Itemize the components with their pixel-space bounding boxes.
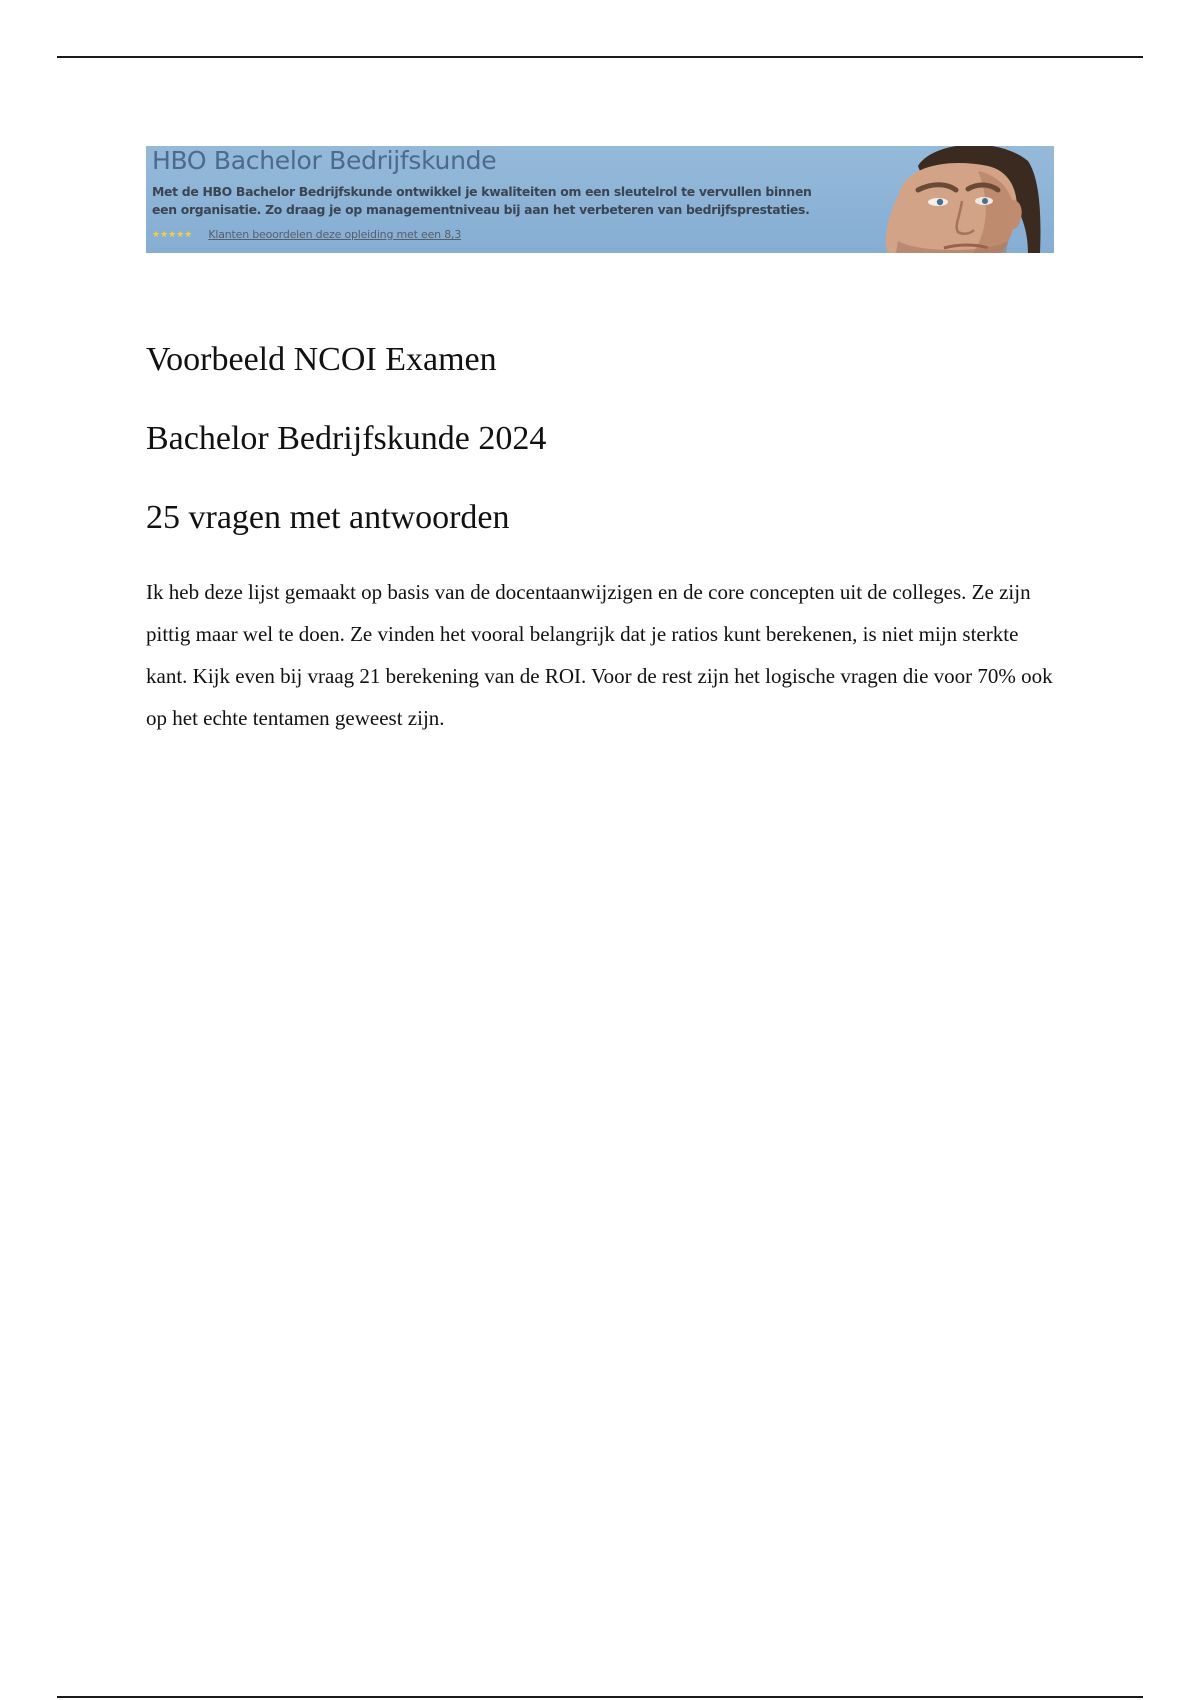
banner-rating	[152, 228, 461, 241]
banner-description: Met de HBO Bachelor Bedrijfskunde ontwikkel je kwaliteiten om een sleutelrol te vervullen binnen een organisatie. Zo draag je op managementniveau bij aan het verbeteren van bedrijfsprestaties.	[152, 184, 812, 217]
document-subtitle: Bachelor Bedrijfskunde 2024	[146, 420, 547, 457]
document-question-count: 25 vragen met antwoorden	[146, 499, 510, 536]
rating-link[interactable]: Klanten beoordelen deze opleiding met een 8,3	[208, 228, 462, 241]
banner-title: HBO Bachelor Bedrijfskunde	[152, 146, 497, 175]
star-rating-icon: ★★★★★	[152, 229, 193, 240]
document-title: Voorbeeld NCOI Examen	[146, 341, 497, 378]
top-rule	[57, 56, 1143, 58]
portrait-photo	[878, 146, 1042, 253]
intro-paragraph: Ik heb deze lijst gemaakt op basis van de docentaanwijzigen en de core concepten uit de colleges. Ze zijn pittig maar wel te doen. Ze vinden het vooral belangrijk dat je ratios kunt berekenen, is niet mijn sterkte kant. Kijk even bij vraag 21 berekening van de ROI. Voor de rest zijn het logische vragen die voor 70% ook op het echte tentamen geweest zijn.	[146, 580, 1053, 730]
promo-banner[interactable]	[146, 146, 1054, 253]
bottom-rule	[57, 1696, 1143, 1698]
